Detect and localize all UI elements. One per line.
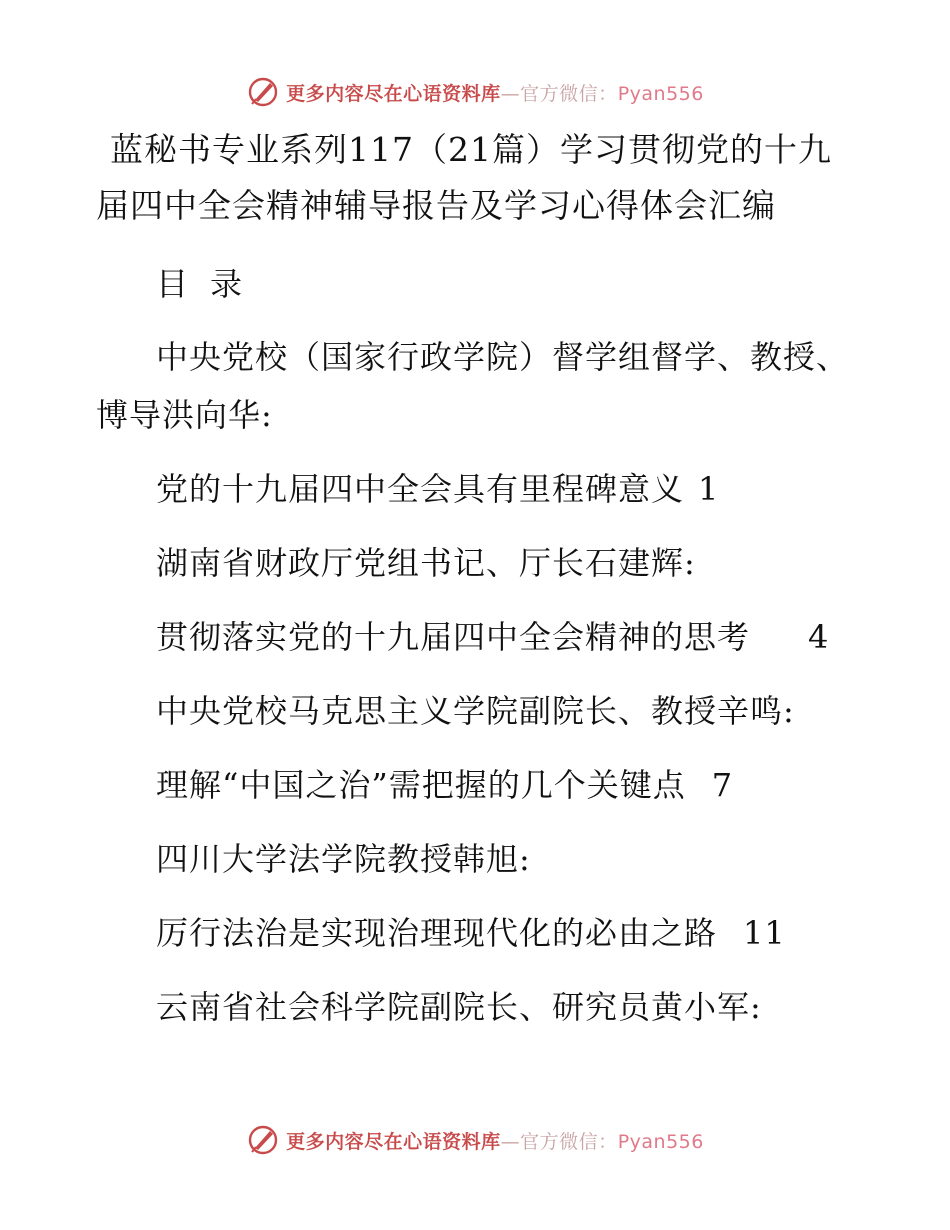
document-body (96, 122, 856, 1036)
quill-logo-icon (246, 1123, 280, 1157)
watermark-handle: Pyan556 (617, 82, 704, 105)
toc-heading: 目录 (156, 265, 265, 303)
toc-article (96, 460, 856, 518)
watermark-separator: — (500, 1130, 521, 1153)
watermark-secondary-text: 官方微信： (520, 82, 618, 105)
watermark-main-text: 更多内容尽在心语资料库 (286, 82, 501, 105)
toc-entry (96, 328, 856, 518)
watermark-handle: Pyan556 (617, 1130, 704, 1153)
toc-article (96, 608, 856, 666)
toc-entry (96, 830, 856, 962)
toc-author: 湖南省财政厅党组书记、厅长石建辉: (156, 544, 696, 582)
toc-article (96, 756, 856, 814)
toc-article-title: 理解“中国之治”需把握的几个关键点 (156, 766, 686, 804)
toc-author: 中央党校（国家行政学院）督学组督学、教授、博导洪向华: (96, 338, 850, 434)
watermark-text (286, 1127, 704, 1154)
toc-page-number: 1 (698, 470, 720, 508)
watermark-footer (0, 1120, 950, 1160)
toc-article-title: 厉行法治是实现治理现代化的必由之路 (156, 914, 718, 952)
toc-entry (96, 978, 856, 1036)
toc-article-title: 贯彻落实党的十九届四中全会精神的思考 (156, 618, 751, 656)
toc-article (96, 904, 856, 962)
document-title: 蓝秘书专业系列117（21篇）学习贯彻党的十九届四中全会精神辅导报告及学习心得体会汇编 (96, 130, 832, 225)
watermark-secondary-text: 官方微信： (520, 1130, 618, 1153)
quill-logo-icon (246, 75, 280, 109)
toc-entry (96, 534, 856, 666)
watermark-text (286, 79, 704, 106)
toc-page-number: 7 (711, 766, 734, 804)
watermark-main-text: 更多内容尽在心语资料库 (286, 1130, 501, 1153)
toc-page-number: 4 (808, 618, 830, 656)
toc-page-number: 11 (743, 914, 786, 952)
watermark-header (0, 72, 950, 112)
toc-author: 云南省社会科学院副院长、研究员黄小军: (156, 988, 762, 1026)
toc-entry (96, 682, 856, 814)
toc-author: 四川大学法学院教授韩旭: (156, 840, 531, 878)
toc-author: 中央党校马克思主义学院副院长、教授辛鸣: (156, 692, 795, 730)
toc-article-title: 党的十九届四中全会具有里程碑意义 (156, 470, 685, 508)
watermark-separator: — (500, 82, 521, 105)
